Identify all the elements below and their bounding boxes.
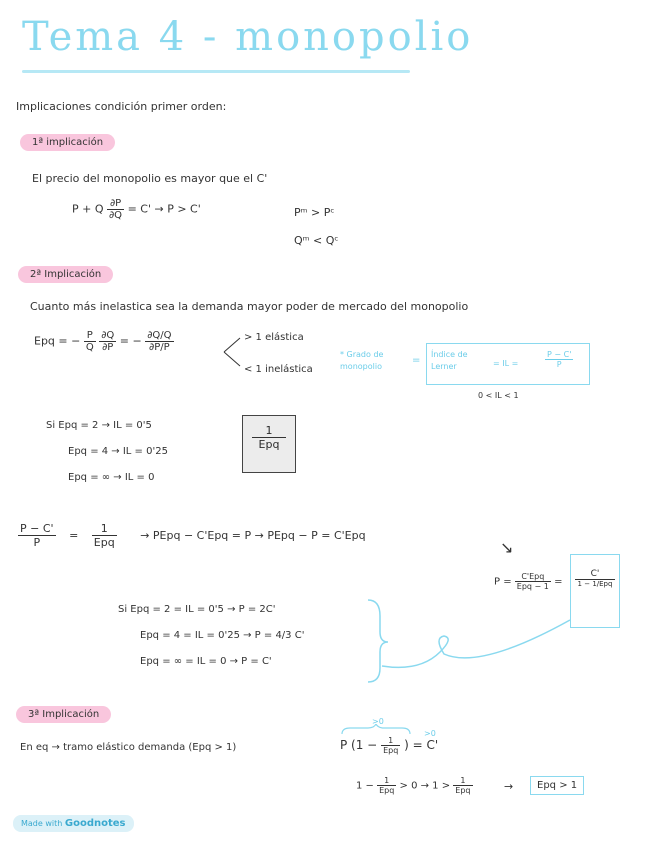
frac-num: C'Epq — [521, 572, 545, 581]
frac-den: Epq — [379, 786, 395, 795]
positive-mark-1: >0 — [372, 717, 384, 726]
section-3-label: 3ª Implicación — [16, 706, 111, 723]
subtitle: Implicaciones condición primer orden: — [16, 100, 227, 113]
price-result-equals: = — [554, 576, 563, 588]
il-equals: = IL = — [493, 359, 519, 368]
elasticity-equation — [34, 330, 174, 353]
eq-right: = C' → P > C' — [127, 202, 201, 216]
badge-prefix: Made with — [21, 819, 63, 828]
branch-lines — [222, 332, 242, 372]
frac-num: 1 — [388, 736, 394, 745]
frac-num: P − C' — [547, 350, 572, 359]
inequality-chain — [356, 776, 473, 795]
frac-num: P — [86, 330, 93, 341]
frac-den: Epq — [455, 786, 471, 795]
fraction-price-markup — [575, 569, 615, 588]
price-result-label: P = — [494, 576, 512, 588]
frac-num: 1 — [100, 522, 108, 535]
eq-close: ) = C' — [404, 738, 439, 752]
frac-num: ∂Q/Q — [147, 330, 172, 341]
fraction-price-result — [515, 572, 551, 591]
case-3: Epq = ∞ → IL = 0 — [68, 472, 155, 483]
lerner-range: 0 < IL < 1 — [478, 391, 519, 400]
eq-open: P (1 − — [340, 738, 378, 752]
section-2-text: Cuanto más inelastica sea la demanda mayor poder de mercado del monopolio — [30, 300, 469, 313]
grado-equals: = — [412, 355, 421, 366]
section-1-equation — [72, 198, 201, 221]
frac-num: ∂Q — [101, 330, 115, 341]
fraction-ineq-2 — [453, 776, 472, 795]
lerner-index-box — [426, 343, 590, 385]
frac-den: 1 − 1/Epq — [577, 580, 613, 588]
fraction-dq-dp — [99, 330, 116, 353]
inelastic-label: < 1 inelástica — [244, 364, 313, 375]
frac-den: P — [556, 360, 562, 369]
frac-den: Epq — [93, 536, 115, 549]
fraction-dp-dq — [107, 198, 124, 221]
fraction-relative-change — [145, 330, 173, 353]
derivation-equals: = — [69, 528, 79, 542]
derivation-chain: → PEpq − C'Epq = P → PEpq − P = C'Epq — [140, 528, 366, 542]
eq-left: P + Q — [72, 202, 104, 216]
brace-and-arrow — [360, 596, 580, 686]
title-underline — [22, 70, 410, 73]
goodnotes-badge — [13, 815, 134, 832]
lerner-derivation — [18, 522, 366, 549]
frac-den: ∂P — [102, 342, 114, 353]
lerner-index-label: Índice de Lerner — [431, 350, 468, 371]
section-3-text: En eq → tramo elástico demanda (Epq > 1) — [20, 742, 237, 753]
eq-mid: = − — [119, 334, 142, 348]
page-title: Tema 4 - monopolio — [22, 14, 474, 60]
markup-case-2: Epq = 4 = IL = 0'25 → P = 4/3 C' — [140, 630, 305, 641]
frac-den: Epq − 1 — [516, 582, 549, 591]
price-result — [494, 572, 562, 591]
fraction-lerner — [545, 350, 573, 369]
case-2: Epq = 4 → IL = 0'25 — [68, 446, 168, 457]
epq-label: Epq = − — [34, 334, 81, 348]
frac-num: 1 — [265, 424, 273, 437]
case-1: Si Epq = 2 → IL = 0'5 — [46, 420, 152, 431]
result-box: Epq > 1 — [530, 776, 584, 795]
lerner-fraction — [545, 349, 573, 369]
markup-case-3: Epq = ∞ = IL = 0 → P = C' — [140, 656, 272, 667]
frac-den: ∂Q — [109, 210, 123, 221]
frac-den: ∂P/P — [149, 342, 170, 353]
positive-mark-2: >0 — [424, 729, 436, 738]
fraction-p-q — [84, 330, 96, 353]
frac-num: ∂P — [109, 198, 122, 209]
ineq-a: 1 − — [356, 780, 374, 792]
markup-case-1: Si Epq = 2 = IL = 0'5 → P = 2C' — [118, 604, 276, 615]
frac-num: P − C' — [20, 522, 54, 535]
frac-den: Q — [85, 342, 94, 353]
badge-brand: Goodnotes — [64, 818, 126, 829]
section-2-label: 2ª Implicación — [18, 266, 113, 283]
quantity-comparison: Qᵐ < Qᶜ — [294, 234, 339, 247]
result-arrow: → — [504, 780, 514, 793]
ineq-b: > 0 → 1 > — [399, 780, 451, 792]
fraction-one-over-epq — [252, 424, 286, 451]
frac-den: P — [33, 536, 41, 549]
equilibrium-equation — [340, 736, 438, 755]
section-1-text: El precio del monopolio es mayor que el C' — [32, 172, 268, 185]
grado-monopolio-label: * Grado de monopolio — [340, 350, 384, 371]
frac-den: Epq — [258, 438, 280, 451]
elastic-label: > 1 elástica — [244, 332, 304, 343]
fraction-one-over-epq-3 — [381, 736, 400, 755]
curved-arrow: ↘ — [500, 538, 514, 557]
overbrace — [340, 724, 412, 736]
frac-num: 1 — [384, 776, 390, 785]
fraction-p-minus-c-over-p — [18, 522, 56, 549]
frac-den: Epq — [383, 746, 399, 755]
fraction-one-over-epq-2 — [92, 522, 117, 549]
fraction-ineq-1 — [377, 776, 396, 795]
price-comparison: Pᵐ > Pᶜ — [294, 206, 335, 219]
frac-num: C' — [590, 569, 600, 579]
frac-num: 1 — [460, 776, 466, 785]
inverse-elasticity-box — [242, 415, 296, 473]
section-1-label: 1ª implicación — [20, 134, 115, 151]
